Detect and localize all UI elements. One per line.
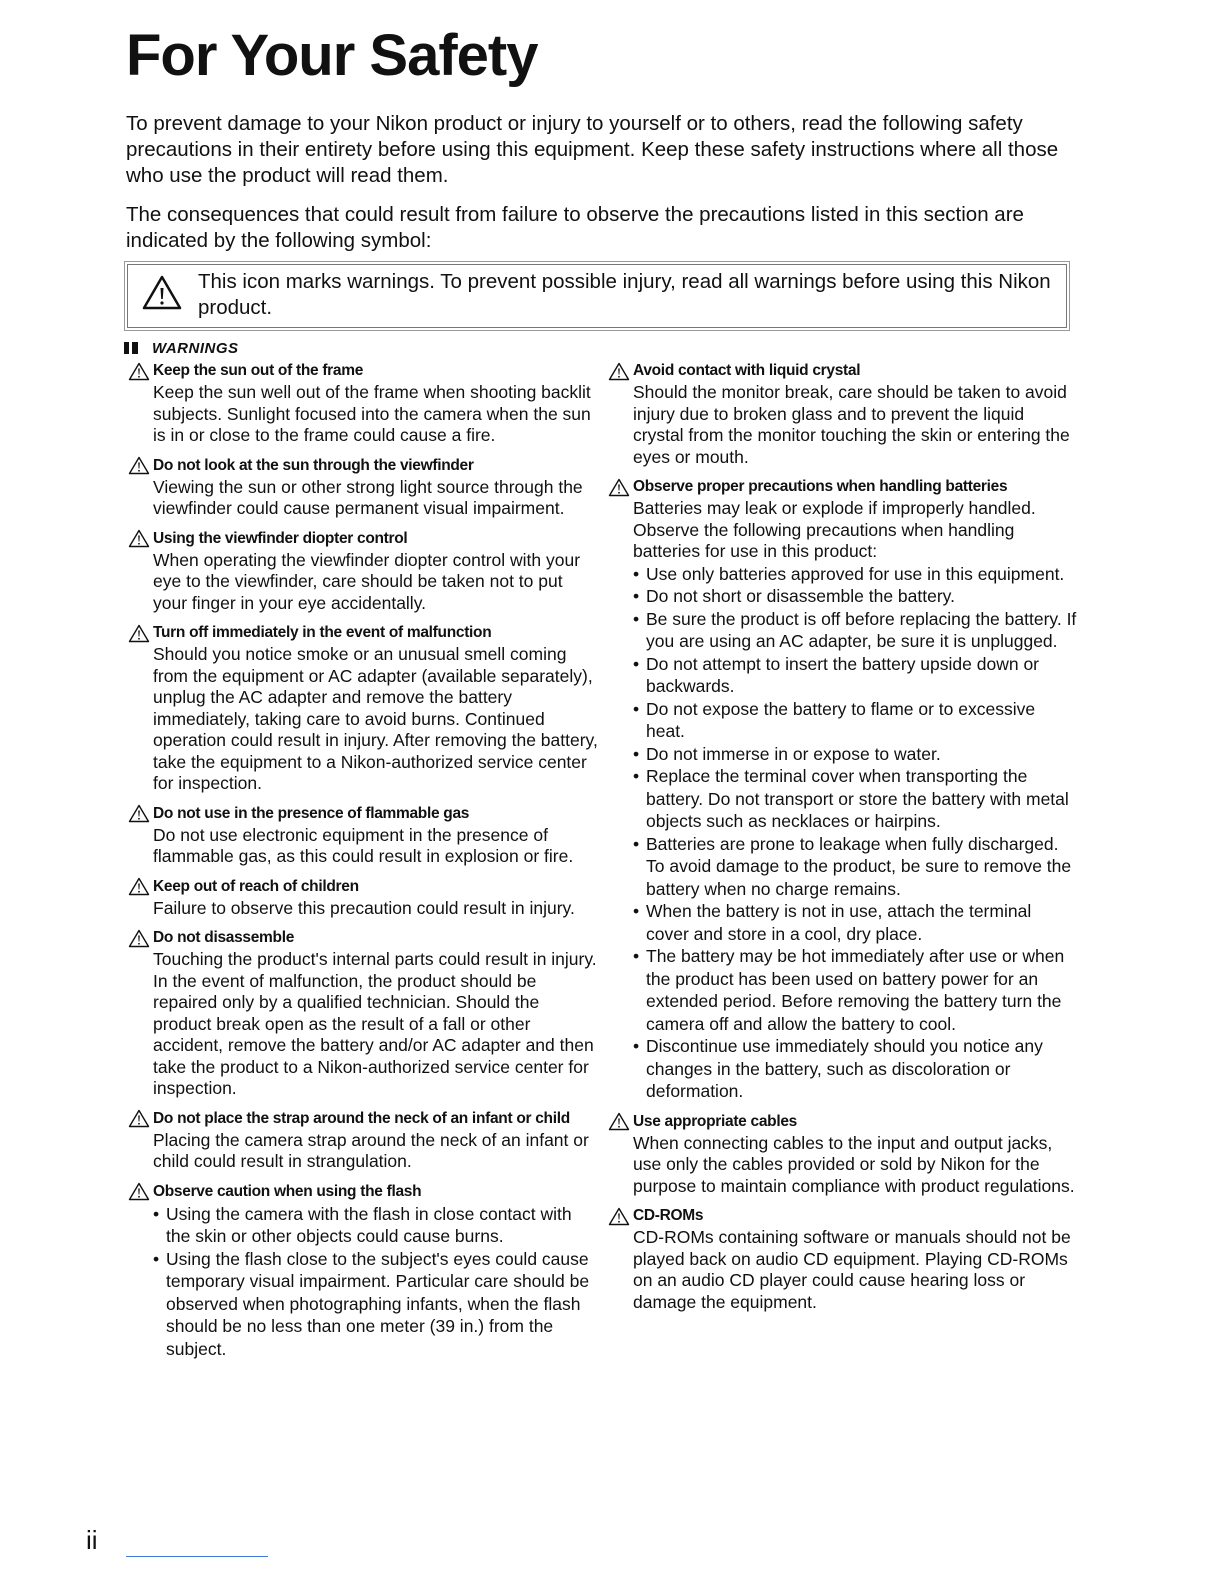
warning-item [128, 927, 598, 1100]
warning-body: Should the monitor break, care should be taken to avoid injury due to broken glass and to prevent the liquid crystal from the monitor touching the skin or entering the eyes or mouth. [633, 382, 1070, 467]
warning-legend-text: This icon marks warnings. To prevent possible injury, read all warnings before using this Nikon product. [198, 270, 1051, 319]
list-item: • Using the camera with the flash in close contact with the skin or other objects could cause burns. [153, 1203, 598, 1248]
battery-bullet-list [633, 563, 1078, 1103]
warning-body: Batteries may leak or explode if improperly handled. Observe the following precautions when handling batteries for use in this product: [633, 498, 1036, 561]
warning-body: Do not use electronic equipment in the presence of flammable gas, as this could result in explosion or fire. [153, 824, 574, 866]
warning-icon [128, 1182, 150, 1201]
footer-rule [126, 1556, 268, 1557]
warning-item [128, 455, 598, 520]
list-item: • Do not attempt to insert the battery upside down or backwards. [633, 653, 1078, 698]
warning-icon [608, 478, 630, 497]
warning-heading: Do not disassemble [153, 929, 295, 946]
warning-body: CD-ROMs containing software or manuals should not be played back on audio CD equipment. Playing CD-ROMs on an audio CD player could cause hearing loss or damage the equipment. [633, 1227, 1071, 1312]
warning-icon [608, 1112, 630, 1131]
warning-item [128, 622, 598, 795]
warning-body: Touching the product's internal parts could result in injury. In the event of malfunction, the product should be repaired only by a qualified technician. Should the product break open as the result of a fall or other accident, remove the battery and/or AC adapter and then take the product to a Nikon-authorized service center for inspection. [153, 949, 597, 1098]
warning-heading: Do not place the strap around the neck of an infant or child [153, 1109, 570, 1127]
flash-bullet-list [153, 1203, 598, 1361]
warning-body: Failure to observe this precaution could result in injury. [153, 897, 575, 918]
intro-paragraph: To prevent damage to your Nikon product or injury to yourself or to others, read the following safety precautions in their entirety before using this equipment. Keep these safety instructions where all those who use the product will read them. [126, 112, 1059, 187]
warning-heading: Observe caution when using the flash [153, 1182, 422, 1200]
warning-body: Keep the sun well out of the frame when shooting backlit subjects. Sunlight focused into the camera when the sun is in or close to the frame could cause a fire. [153, 382, 591, 445]
warning-icon [128, 624, 150, 643]
right-column [608, 360, 1078, 1321]
list-item: • Batteries are prone to leakage when fully discharged. To avoid damage to the product, be sure to remove the battery when no charge remains. [633, 833, 1078, 901]
warning-legend-box [127, 264, 1067, 328]
list-item: • Use only batteries approved for use in this equipment. [633, 563, 1078, 586]
warning-icon [128, 362, 150, 381]
warning-item [608, 360, 1078, 468]
warning-heading: Turn off immediately in the event of malfunction [153, 624, 492, 641]
warning-icon [128, 456, 150, 475]
warning-body: Placing the camera strap around the neck of an infant or child could result in strangulation. [153, 1129, 589, 1171]
warning-item [128, 803, 598, 868]
list-item: • Replace the terminal cover when transporting the battery. Do not transport or store the battery with metal objects such as necklaces or hairpins. [633, 765, 1078, 833]
intro-symbol-paragraph: The consequences that could result from failure to observe the precautions listed in this section are indicated by the following symbol: [126, 203, 1024, 252]
warning-heading: Do not look at the sun through the viewfinder [153, 456, 474, 474]
warning-heading: Observe proper precautions when handling batteries [633, 478, 1008, 495]
warning-heading: Avoid contact with liquid crystal [633, 362, 861, 379]
page-number: ii [86, 1525, 98, 1555]
warning-heading: Keep out of reach of children [153, 877, 359, 895]
list-item: • The battery may be hot immediately after use or when the product has been used on battery power for an extended period. Before removing the battery turn the camera off and allow the battery to cool. [633, 945, 1078, 1035]
list-item: • Be sure the product is off before replacing the battery. If you are using an AC adapter, be sure it is unplugged. [633, 608, 1078, 653]
warning-item [128, 1181, 598, 1361]
warning-body: Viewing the sun or other strong light source through the viewfinder could cause permanent visual impairment. [153, 476, 583, 518]
warning-heading: CD-ROMs [633, 1207, 704, 1224]
warning-heading: Using the viewfinder diopter control [153, 529, 408, 547]
section-heading [124, 340, 239, 357]
list-item: • Using the flash close to the subject's eyes could cause temporary visual impairment. Particular care should be observed when photographing infants, when the flash should be no less than one meter (39 in.) from the subject. [153, 1248, 598, 1361]
warning-icon [142, 275, 182, 311]
warning-item [128, 876, 598, 920]
warning-icon [128, 877, 150, 896]
list-item: • When the battery is not in use, attach the terminal cover and store in a cool, dry place. [633, 900, 1078, 945]
list-item: • Discontinue use immediately should you notice any changes in the battery, such as discoloration or deformation. [633, 1035, 1078, 1103]
left-column [128, 360, 598, 1368]
list-item: • Do not expose the battery to flame or to excessive heat. [633, 698, 1078, 743]
warning-heading: Keep the sun out of the frame [153, 362, 364, 379]
warning-icon [128, 1109, 150, 1128]
warning-heading: Use appropriate cables [633, 1112, 797, 1130]
warning-icon [128, 929, 150, 948]
warning-icon [608, 362, 630, 381]
warning-body: When operating the viewfinder diopter control with your eye to the viewfinder, care should be taken not to put your finger in your eye accidentally. [153, 549, 581, 613]
warning-item [608, 1205, 1078, 1313]
list-item: • Do not short or disassemble the battery. [633, 585, 1078, 608]
list-item: • Do not immerse in or expose to water. [633, 743, 1078, 766]
warning-heading: Do not use in the presence of flammable gas [153, 804, 470, 822]
warning-item [128, 1108, 598, 1173]
warning-item [128, 360, 598, 447]
warning-item [608, 1111, 1078, 1198]
page-title: For Your Safety [126, 23, 538, 88]
warning-icon [128, 529, 150, 548]
warning-item [128, 528, 598, 615]
warning-item [608, 476, 1078, 1103]
section-bars-icon [124, 342, 138, 354]
warning-icon [608, 1207, 630, 1226]
warning-body: Should you notice smoke or an unusual smell coming from the equipment or AC adapter (available separately), unplug the AC adapter and remove the battery immediately, taking care to avoid burns. Continued operation could result in injury. After removing the battery, take the equipment to a Nikon-authorized service center for inspection. [153, 644, 598, 793]
section-heading-text: WARNINGS [152, 340, 239, 357]
warning-icon [128, 804, 150, 823]
warning-body: When connecting cables to the input and output jacks, use only the cables provided or sold by Nikon for the purpose to maintain compliance with product regulations. [633, 1132, 1075, 1196]
